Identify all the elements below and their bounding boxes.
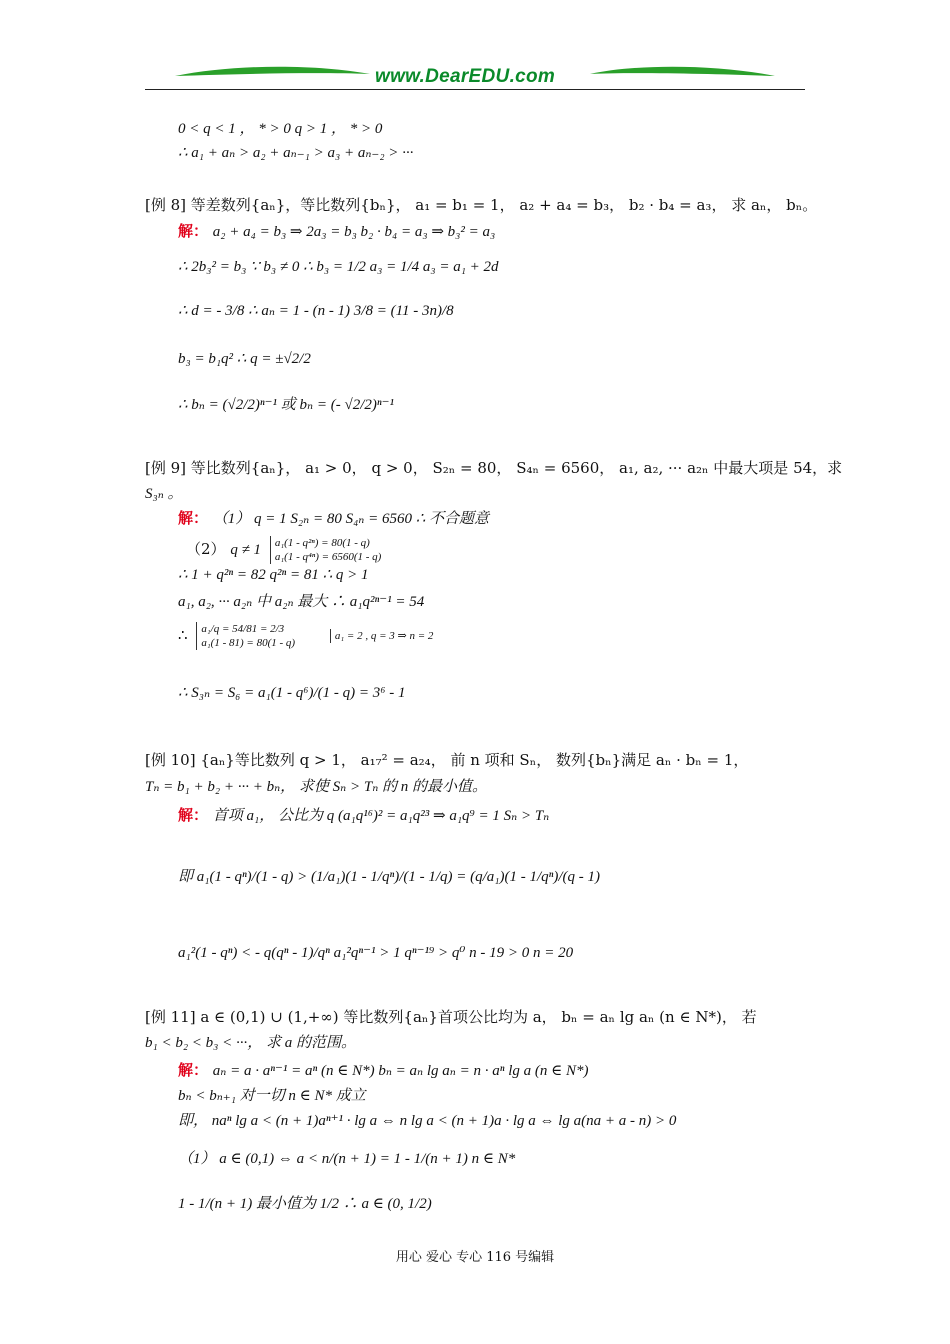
math-expr: ∴ 2b₃² = b₃ ∵ b₃ ≠ 0 ∴ b₃ = 1/2 a₃ = 1/4 a₃ = a₁ + 2d bbox=[178, 259, 499, 275]
equation: a₁(1 - 81) = 80(1 - q) bbox=[201, 637, 296, 649]
solution-line bbox=[178, 806, 549, 825]
math-expr: 首项 a₁， 公比为 q (a₁q¹⁶)² = a₁q²³ ⇒ a₁q⁹ = 1 Sₙ > Tₙ bbox=[212, 808, 550, 824]
example-8-title: [例 8] 等差数列{aₙ}，等比数列{bₙ}， a₁ = b₁ = 1， a₂ + a₄ = b₃， b₂ · b₄ = a₃， 求 aₙ， bₙ。 bbox=[145, 196, 818, 214]
example-11-title-cont: b₁ < b₂ < b₃ < ···， 求 a 的范围。 bbox=[145, 1035, 357, 1051]
header-rule bbox=[145, 89, 805, 90]
math-expr: （1） a ∈ (0,1) ⇔ a < n/(n + 1) = 1 - 1/(n + 1) n ∈ N* bbox=[178, 1151, 516, 1167]
solution-label: 解： bbox=[178, 509, 209, 527]
math-expr: a₂ + a₄ = b₃ ⇒ 2a₃ = b₃ b₂ · b₄ = a₃ ⇒ b₃² = a₃ bbox=[212, 224, 496, 240]
math-expr: ∴ bₙ = (√2/2)ⁿ⁻¹ 或 bₙ = (- √2/2)ⁿ⁻¹ bbox=[178, 397, 394, 413]
example-9-title: [例 9] 等比数列{aₙ}， a₁ > 0， q > 0， S₂ₙ = 80， S₄ₙ = 6560， a₁, a₂, ··· a₂ₙ 中最大项是 54，求 bbox=[145, 459, 843, 477]
equation: a₁(1 - q⁴ⁿ) = 6560(1 - q) bbox=[274, 551, 382, 563]
math-expr: aₙ = a · aⁿ⁻¹ = aⁿ (n ∈ N*) bₙ = aₙ lg aₙ = n · aⁿ lg a (n ∈ N*) bbox=[212, 1063, 589, 1079]
example-10-title: [例 10] {aₙ}等比数列 q > 1， a₁₇² = a₂₄， 前 n 项和 Sₙ， 数列{bₙ}满足 aₙ · bₙ = 1， bbox=[145, 751, 749, 769]
solution-line bbox=[178, 509, 489, 528]
page-header bbox=[145, 62, 805, 94]
example-10-title-cont: Tₙ = b₁ + b₂ + ··· + bₙ， 求使 Sₙ > Tₙ 的 n 的最小值。 bbox=[145, 779, 488, 795]
equation: a₁/q = 54/81 = 2/3 bbox=[201, 623, 285, 635]
equation: a₁(1 - q²ⁿ) = 80(1 - q) bbox=[274, 537, 370, 549]
example-11-title: [例 11] a ∈ (0,1) ∪ (1,+∞) 等比数列{aₙ}首项公比均为 a， bₙ = aₙ lg aₙ (n ∈ N*)， 若 bbox=[145, 1008, 757, 1026]
math-expr: （1） q = 1 S₂ₙ = 80 S₄ₙ = 6560 ∴ 不合题意 bbox=[212, 511, 490, 527]
case-label: （2） q ≠ 1 bbox=[186, 540, 262, 558]
math-expr: 即 a₁(1 - qⁿ)/(1 - q) > (1/a₁)(1 - 1/qⁿ)/(1 - 1/q) = (q/a₁)(1 - 1/qⁿ)/(q - 1) bbox=[178, 869, 601, 885]
text-line: ∴ a₁ + aₙ > a₂ + aₙ₋₁ > a₃ + aₙ₋₂ > ··· bbox=[178, 145, 414, 161]
math-expr: 即， naⁿ lg a < (n + 1)aⁿ⁺¹ · lg a ⇔ n lg a < (n + 1)a · lg a ⇔ lg a(na + a - n) > 0 bbox=[178, 1113, 677, 1129]
example-9-title-cont: S₃ₙ 。 bbox=[145, 486, 183, 502]
math-expr: 1 - 1/(n + 1) 最小值为 1/2 ∴ a ∈ (0, 1/2) bbox=[178, 1196, 432, 1212]
solution-label: 解： bbox=[178, 1061, 209, 1079]
math-expr: bₙ < bₙ₊₁ 对一切 n ∈ N* 成立 bbox=[178, 1088, 366, 1104]
site-logo: www.DearEDU.com bbox=[375, 66, 556, 87]
solution-label: 解： bbox=[178, 222, 209, 240]
text-line: 0 < q < 1 ， * > 0 q > 1 ， * > 0 bbox=[178, 121, 383, 137]
math-case: ∴ a₁/q = 54/81 = 2/3 a₁(1 - 81) = 80(1 - q) a₁ = 2 , q = 3 ⇒ n = 2 bbox=[178, 623, 434, 649]
equation-result: a₁ = 2 , q = 3 ⇒ n = 2 bbox=[330, 629, 434, 643]
page-footer: 用心 爱心 专心 116 号编辑 bbox=[395, 1250, 555, 1265]
solution-line bbox=[178, 222, 495, 241]
math-expr: ∴ 1 + q²ⁿ = 82 q²ⁿ = 81 ∴ q > 1 bbox=[178, 567, 369, 583]
math-case bbox=[186, 536, 381, 564]
math-expr: ∴ d = - 3/8 ∴ aₙ = 1 - (n - 1) 3/8 = (11 - 3n)/8 bbox=[178, 303, 454, 319]
solution-line bbox=[178, 1061, 588, 1080]
math-expr: a₁²(1 - qⁿ) < - q(qⁿ - 1)/qⁿ a₁²qⁿ⁻¹ > 1 qⁿ⁻¹⁹ > q⁰ n - 19 > 0 n = 20 bbox=[178, 945, 574, 961]
equation-system bbox=[270, 536, 382, 564]
math-expr: b₃ = b₁q² ∴ q = ±√2/2 bbox=[178, 351, 311, 367]
math-expr: ∴ S₃ₙ = S₆ = a₁(1 - q⁶)/(1 - q) = 3⁶ - 1 bbox=[178, 685, 406, 701]
equation-system bbox=[196, 622, 295, 650]
math-expr: a₁, a₂, ··· a₂ₙ 中 a₂ₙ 最大 ∴ a₁q²ⁿ⁻¹ = 54 bbox=[178, 594, 425, 610]
solution-label: 解： bbox=[178, 806, 209, 824]
